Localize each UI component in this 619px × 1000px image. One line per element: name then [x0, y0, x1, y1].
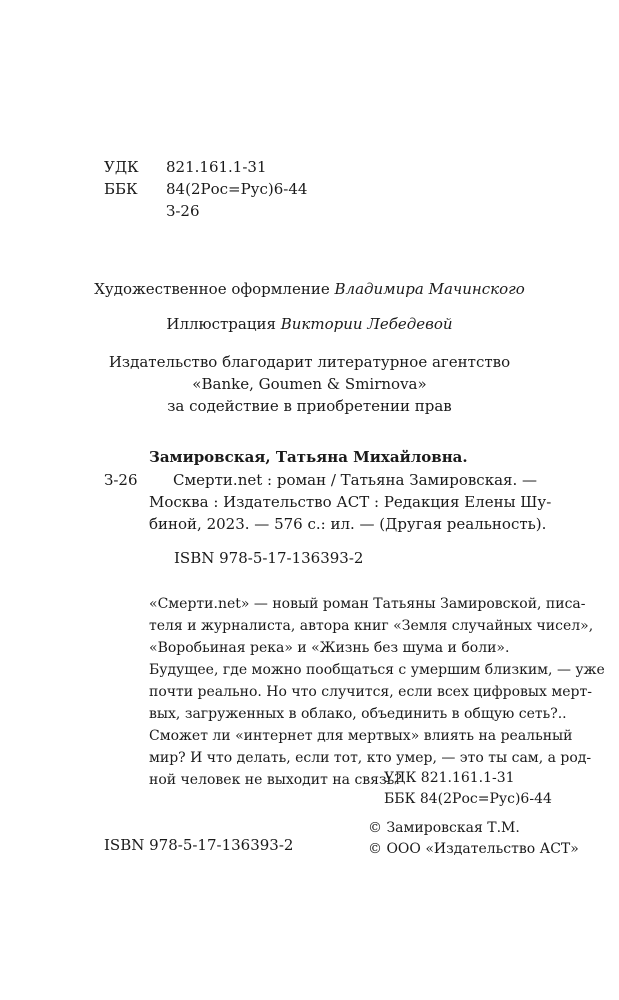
- design-credit: [0, 278, 619, 300]
- annotation-line: Сможет ли «интернет для мертвых» влиять на реальный: [149, 728, 573, 744]
- bib-line: Смерти.net : роман / Татьяна Замировская. —: [173, 471, 538, 489]
- bbk-row: [104, 178, 307, 200]
- annotation-line: «Воробьиная река» и «Жизнь без шума и боли».: [149, 640, 510, 656]
- udk-value: 821.161.1-31: [166, 158, 267, 176]
- author-mark-row: [104, 200, 307, 222]
- design-credit-prefix: Художественное оформление: [94, 280, 330, 298]
- author-heading: Замировская, Татьяна Михайловна.: [149, 448, 468, 466]
- acknowledgement-line: за содействие в приобретении прав: [167, 397, 452, 415]
- illustration-credit-prefix: Иллюстрация: [166, 315, 276, 333]
- bbk-value: 84(2Рос=Рус)6-44: [166, 180, 308, 198]
- udk-label: УДК: [104, 158, 139, 176]
- acknowledgement-line: Издательство благодарит литературное агентство: [108, 353, 511, 371]
- annotation-line: Будущее, где можно пообщаться с умершим близким, — уже: [149, 662, 605, 678]
- annotation-line: теля и журналиста, автора книг «Земля случайных чисел»,: [149, 618, 594, 634]
- illustration-credit: [0, 313, 619, 335]
- copyright-publisher: © ООО «Издательство АСТ»: [368, 840, 579, 857]
- bibliographic-description: [149, 469, 552, 535]
- footer-bbk: ББК 84(2Рос=Рус)6-44: [384, 790, 552, 807]
- bib-author-mark: З-26: [104, 471, 138, 489]
- annotation-line: мир? И что делать, если тот, кто умер, — это ты сам, а род-: [149, 750, 592, 766]
- bbk-label: ББК: [104, 180, 138, 198]
- acknowledgement-line: «Banke, Goumen & Smirnova»: [192, 375, 427, 393]
- illustrator-name: Виктории Лебедевой: [280, 315, 453, 333]
- annotation: [149, 594, 605, 792]
- footer-classification: [384, 768, 552, 810]
- classification-block: [104, 156, 307, 222]
- footer-udk: УДК 821.161.1-31: [384, 770, 515, 786]
- author-mark: З-26: [166, 202, 200, 220]
- designer-name: Владимира Мачинского: [334, 280, 525, 298]
- udk-row: [104, 156, 307, 178]
- footer-isbn: ISBN 978-5-17-136393-2: [104, 836, 294, 854]
- copyright-block: [368, 818, 579, 860]
- bib-isbn: ISBN 978-5-17-136393-2: [174, 549, 364, 567]
- bib-line: биной, 2023. — 576 с.: ил. — (Другая реальность).: [149, 515, 547, 533]
- bib-line: Москва : Издательство АСТ : Редакция Елены Шу-: [149, 493, 552, 511]
- annotation-line: почти реально. Но что случится, если всех цифровых мерт-: [149, 684, 592, 700]
- annotation-line: ной человек не выходит на связь?: [149, 772, 402, 788]
- rights-acknowledgement: [0, 351, 619, 417]
- annotation-line: «Смерти.net» — новый роман Татьяны Замировской, писа-: [149, 596, 586, 612]
- annotation-line: вых, загруженных в облако, объединить в общую сеть?..: [149, 706, 567, 722]
- copyright-author: © Замировская Т.М.: [368, 820, 520, 836]
